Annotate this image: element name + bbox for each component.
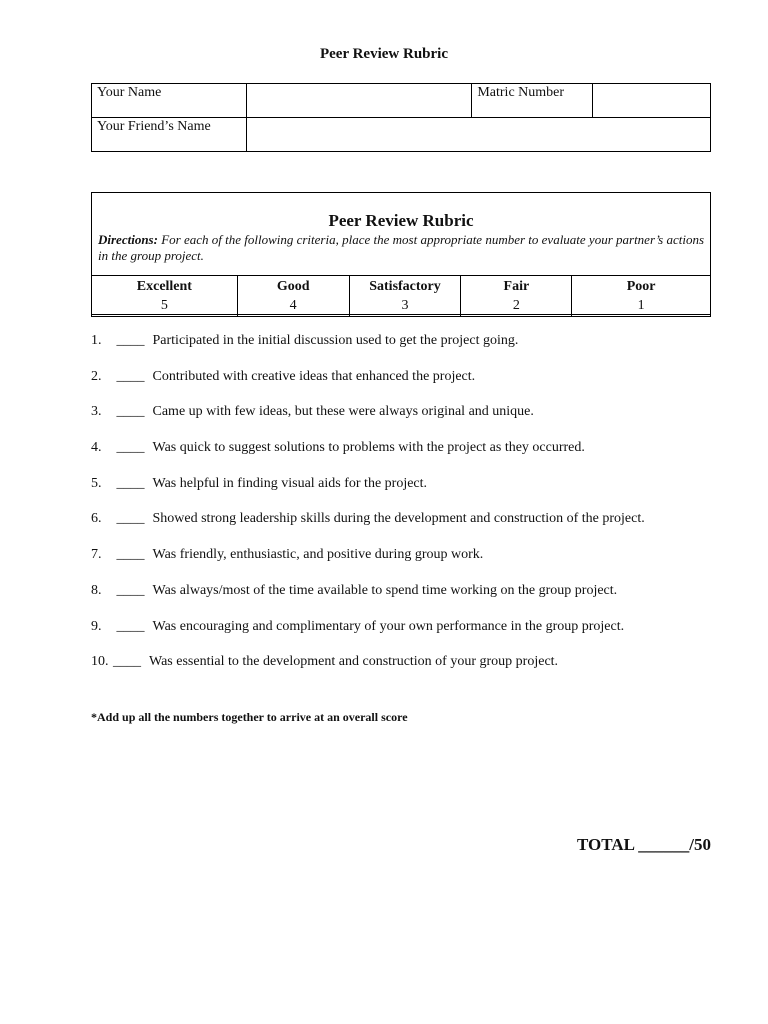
rubric-box bbox=[91, 192, 711, 315]
score-blank[interactable]: ____ bbox=[116, 511, 145, 527]
score-blank[interactable]: ____ bbox=[116, 333, 145, 348]
criterion-number: 8. bbox=[91, 582, 102, 598]
criterion-item bbox=[91, 583, 731, 619]
criterion-item bbox=[91, 404, 731, 440]
rubric-title: Peer Review Rubric bbox=[328, 211, 474, 230]
criterion-item bbox=[91, 476, 731, 512]
info-row-name bbox=[92, 84, 711, 118]
criterion-number: 7. bbox=[91, 547, 102, 563]
scale-good: Good 4 bbox=[237, 276, 349, 317]
student-info-table bbox=[91, 83, 711, 152]
criterion-text: Was always/most of the time available to spend time working on the group project. bbox=[152, 582, 618, 598]
criterion-text: Was quick to suggest solutions to problems with the project as they occurred. bbox=[152, 440, 585, 456]
criterion-number: 2. bbox=[91, 368, 102, 384]
criterion-number: 1. bbox=[91, 333, 102, 348]
criterion-item bbox=[91, 440, 731, 476]
criterion-number: 9. bbox=[91, 618, 102, 634]
criterion-number: 4. bbox=[91, 440, 102, 456]
rubric-directions bbox=[92, 232, 710, 264]
score-blank[interactable]: ____ bbox=[116, 618, 145, 634]
directions-text: For each of the following criteria, place the most appropriate number to evaluate your partner’s actions in the group project. bbox=[98, 232, 705, 263]
score-blank[interactable]: ____ bbox=[116, 475, 145, 491]
criterion-item bbox=[91, 369, 731, 405]
score-blank[interactable]: ____ bbox=[116, 404, 145, 420]
scoring-note: *Add up all the numbers together to arrive at an overall score bbox=[91, 710, 408, 724]
criterion-text: Came up with few ideas, but these were always original and unique. bbox=[152, 404, 534, 420]
scale-excellent: Excellent 5 bbox=[92, 276, 238, 317]
friend-name-field[interactable] bbox=[246, 118, 710, 152]
your-name-field[interactable] bbox=[246, 84, 472, 118]
criterion-text: Was essential to the development and construction of your group project. bbox=[149, 654, 559, 670]
your-name-label: Your Name bbox=[92, 84, 247, 118]
document-title: Peer Review Rubric bbox=[319, 46, 448, 62]
criterion-item bbox=[91, 547, 731, 583]
matric-number-label: Matric Number bbox=[472, 84, 593, 118]
total-score: TOTAL ______/50 bbox=[577, 835, 711, 854]
criterion-text: Showed strong leadership skills during the development and construction of the project. bbox=[152, 511, 645, 527]
criteria-list bbox=[91, 333, 731, 690]
criterion-text: Participated in the initial discussion used to get the project going. bbox=[152, 333, 519, 348]
score-blank[interactable]: ____ bbox=[116, 547, 145, 563]
directions-label: Directions: bbox=[98, 232, 158, 247]
score-blank[interactable]: ____ bbox=[116, 368, 145, 384]
criterion-text: Was helpful in finding visual aids for the project. bbox=[152, 475, 428, 491]
criterion-item bbox=[91, 511, 731, 547]
info-row-friend bbox=[92, 118, 711, 152]
criterion-text: Was encouraging and complimentary of your own performance in the group project. bbox=[152, 618, 625, 634]
criterion-number: 6. bbox=[91, 511, 102, 527]
friend-name-label: Your Friend’s Name bbox=[92, 118, 247, 152]
criterion-text: Contributed with creative ideas that enhanced the project. bbox=[152, 368, 476, 384]
score-blank[interactable]: ____ bbox=[113, 654, 141, 670]
criterion-item bbox=[91, 333, 731, 369]
criterion-item bbox=[91, 619, 731, 655]
rating-scale-table bbox=[91, 275, 711, 317]
matric-number-field[interactable] bbox=[593, 84, 711, 118]
criterion-number: 5. bbox=[91, 475, 102, 491]
scale-poor: Poor 1 bbox=[572, 276, 711, 317]
criterion-text: Was friendly, enthusiastic, and positive during group work. bbox=[152, 547, 484, 563]
criterion-number: 10. bbox=[91, 654, 109, 670]
criterion-number: 3. bbox=[91, 404, 102, 420]
scale-fair: Fair 2 bbox=[461, 276, 572, 317]
criterion-item bbox=[91, 654, 731, 690]
score-blank[interactable]: ____ bbox=[116, 582, 145, 598]
score-blank[interactable]: ____ bbox=[116, 440, 145, 456]
scale-satisfactory: Satisfactory 3 bbox=[349, 276, 461, 317]
